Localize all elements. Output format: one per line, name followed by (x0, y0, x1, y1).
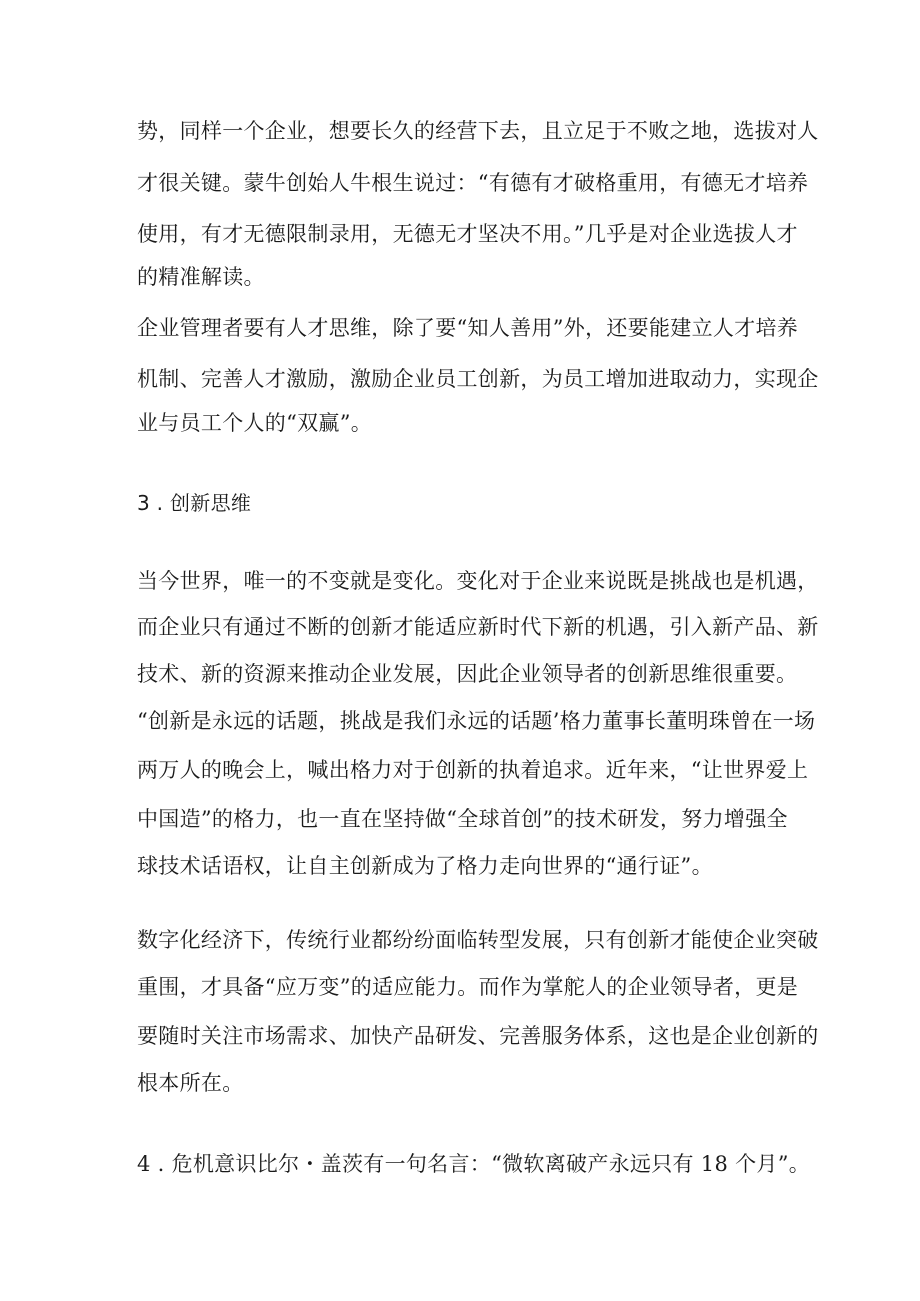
text-line: 重围，才具备“应万变”的适应能力。而作为掌舵人的企业领导者，更是 (137, 975, 799, 999)
section-heading-innovation: 3 . 创新思维 (137, 491, 252, 515)
text-line: 球技术话语权，让自主创新成为了格力走向世界的“通行证”。 (137, 854, 713, 878)
text-line: 企业管理者要有人才思维，除了要“知人善用”外，还要能建立人才培养 (137, 316, 799, 340)
text-line: 中国造”的格力，也一直在坚持做“全球首创”的技术研发，努力增强全 (137, 807, 788, 831)
text-line: 要随时关注市场需求、加快产品研发、完善服务体系，这也是企业创新的 (137, 1024, 819, 1048)
text-line: 势，同样一个企业，想要长久的经营下去，且立足于不败之地，选拔对人 (137, 119, 819, 143)
text-line: “创新是永远的话题，挑战是我们永远的话题’格力董事长董明珠曾在一场 (137, 709, 816, 733)
text-line: 当今世界，唯一的不变就是变化。变化对于企业来说既是挑战也是机遇， (137, 569, 819, 593)
text-line: 的精准解读。 (137, 265, 265, 289)
text-line: 技术、新的资源来推动企业发展，因此企业领导者的创新思维很重要。 (137, 662, 798, 686)
text-line: 机制、完善人才激励，激励企业员工创新，为员工增加进取动力，实现企 (137, 367, 819, 391)
text-line: 两万人的晚会上，喊出格力对于创新的执着追求。近年来，“让世界爱上 (137, 758, 809, 782)
text-line: 才很关键。蒙牛创始人牛根生说过：“有德有才破格重用，有德无才培养 (137, 171, 809, 195)
text-line: 使用，有才无德限制录用，无德无才坚决不用。”几乎是对企业选拔人才 (137, 222, 798, 246)
text-line: 根本所在。 (137, 1071, 244, 1095)
text-line: 而企业只有通过不断的创新才能适应新时代下新的机遇，引入新产品、新 (137, 615, 819, 639)
section-heading-crisis-awareness: 4 . 危机意识比尔・盖茨有一句名言：“微软离破产永远只有 18 个月”。 (137, 1152, 811, 1176)
text-line: 业与员工个人的“双赢”。 (137, 411, 373, 435)
text-line: 数字化经济下，传统行业都纷纷面临转型发展，只有创新才能使企业突破 (137, 928, 819, 952)
